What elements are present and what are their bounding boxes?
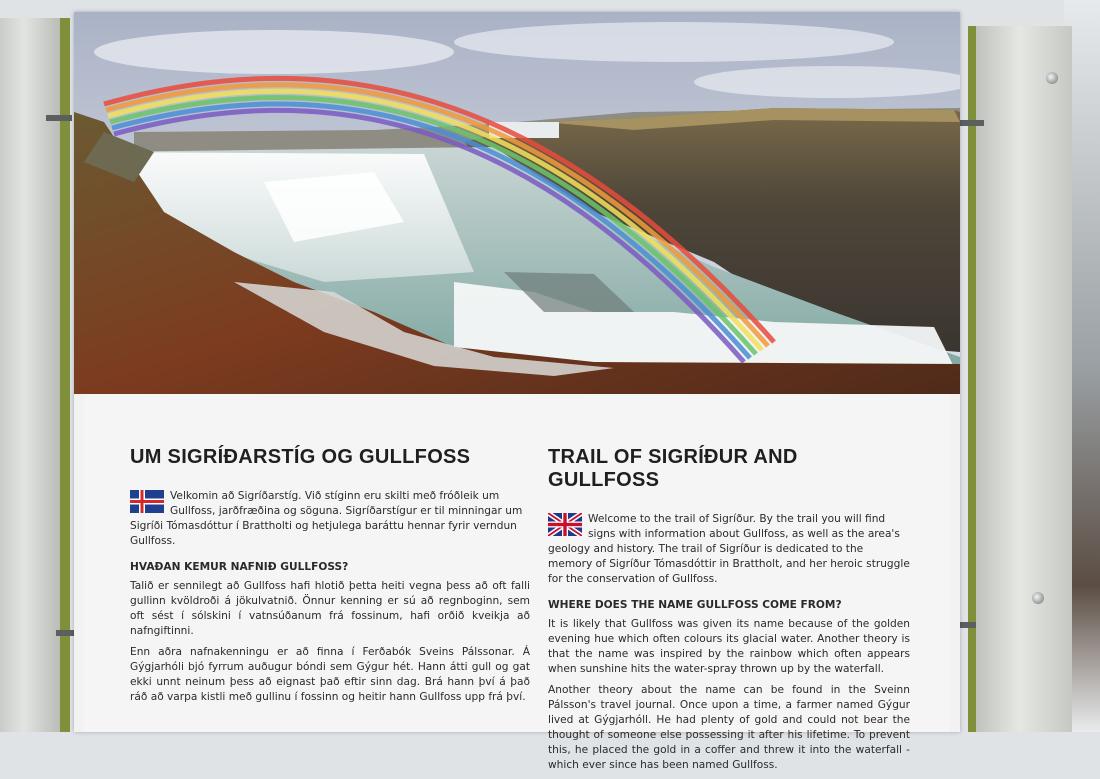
- bracket: [46, 115, 72, 121]
- gullfoss-rainbow-photo: [74, 12, 960, 394]
- icelandic-paragraph: Enn aðra nafnakenningu er að finna í Ferðabók Sveins Pálssonar. Á Gýgjarhóli bjó fyrrum auðugur bóndi sem Gýgur hét. Hann átti gull og gat ekki unnt neinum þess að eignast það eftir sinn dag. Brá hann því á það ráð að varpa kistli með gullinu í fossinn og heitir hann Gullfoss upp frá því.: [130, 646, 530, 703]
- icelandic-intro-text: Velkomin að Sigríðarstíg. Við stíginn eru skilti með fróðleik um Gullfoss, jarðfræðina og söguna. Sigríðarstígur er til minningar um Sigríði Tómasdóttur í Brattholti og hetjulega baráttu hennar fyrir verndun Gullfoss.: [130, 490, 523, 547]
- icelandic-subheading: HVAÐAN KEMUR NAFNIÐ GULLFOSS?: [130, 561, 349, 573]
- english-intro: [548, 512, 910, 587]
- bolt: [1046, 72, 1058, 84]
- iceland-flag-icon: [130, 490, 164, 513]
- bolt: [1032, 592, 1044, 604]
- english-column: [548, 394, 910, 779]
- text-area: [84, 394, 950, 771]
- english-title: TRAIL OF SIGRÍÐUR AND GULLFOSS: [548, 446, 798, 491]
- uk-flag-icon: [548, 513, 582, 536]
- icelandic-intro: [130, 489, 530, 549]
- info-panel: [74, 12, 960, 771]
- bracket: [958, 120, 984, 126]
- icelandic-title: UM SIGRÍÐARSTÍG OG GULLFOSS: [130, 446, 471, 468]
- english-subheading: WHERE DOES THE NAME GULLFOSS COME FROM?: [548, 599, 842, 611]
- english-paragraph: Another theory about the name can be found in the Sveinn Pálsson's travel journal. Once upon a time, a farmer named Gýgur lived at Gýgjarhóll. He had plenty of gold and could not bear the thought of someone else possessing it after his lifetime. To prevent this, he placed the gold in a coffer and threw it into the waterfall - which ever since has been named Gullfoss.: [548, 684, 910, 771]
- icelandic-paragraph: Talið er sennilegt að Gullfoss hafi hlotið þetta heiti vegna þess að oft falli gullinn kvöldroði á jökulvatnið. Önnur kenning er sú að regnboginn, sem oft sést í sólskini í vatnsúðanum frá fossinum, hafi orðið kveikja að nafngiftinni.: [130, 580, 530, 637]
- english-paragraph: It is likely that Gullfoss was given its name because of the golden evening hue which often colours its glacial water. Another theory is that the name was inspired by the rainbow which often appears when sunshine hits the water-spray thrown up by the waterfall.: [548, 618, 910, 675]
- english-intro-text: Welcome to the trail of Sigríður. By the trail you will find signs with information about Gullfoss, as well as the area's geology and history. The trail of Sigríður is dedicated to the memory of Sigríður Tómasdóttir in Brattholt, and her heroic struggle for the conservation of Gullfoss.: [548, 513, 910, 585]
- icelandic-column: [130, 394, 530, 711]
- left-post: [0, 18, 70, 732]
- right-post: [968, 26, 1072, 732]
